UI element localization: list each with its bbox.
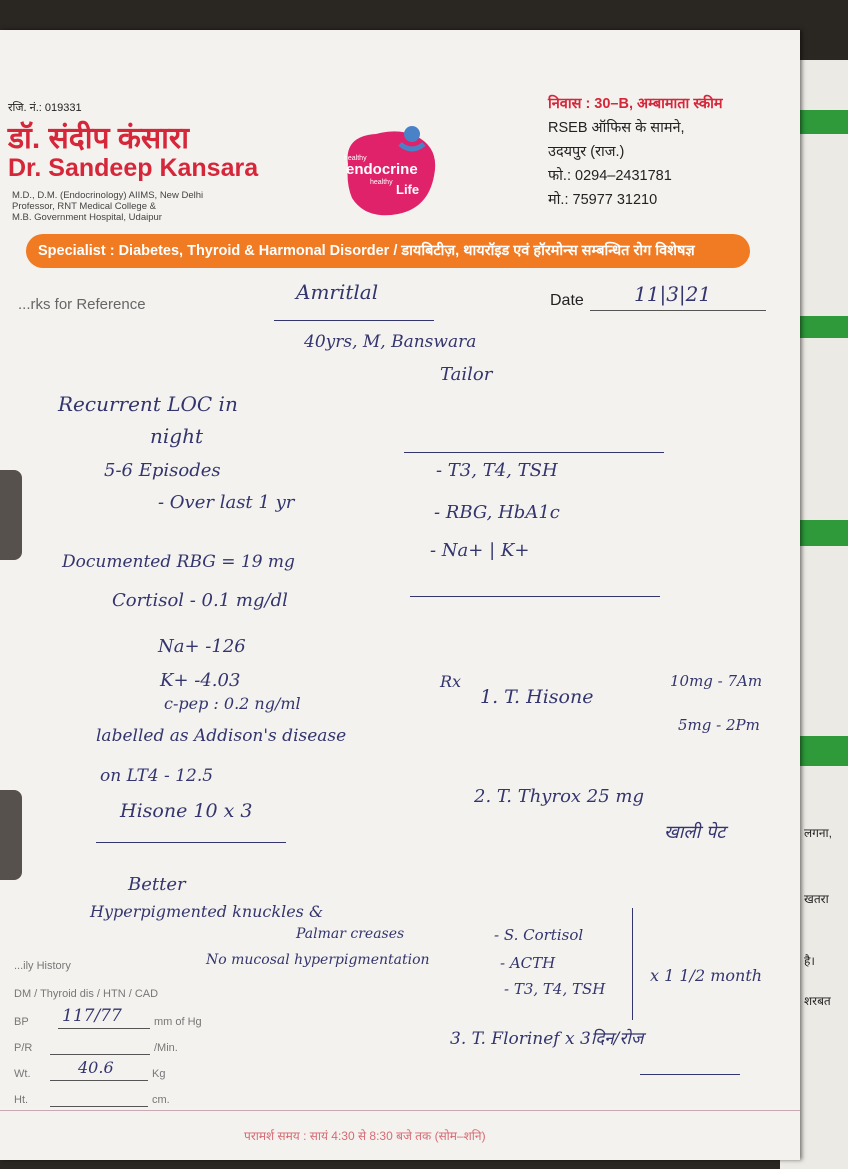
pr-label: P/R (14, 1042, 33, 1054)
rx-item: 2. T. Thyrox 25 mg (474, 786, 644, 807)
followup-test: - ACTH (500, 954, 556, 972)
divider (632, 908, 633, 1020)
green-stripe (800, 736, 848, 766)
endocrine-logo (336, 124, 444, 224)
registration-number: रजि. नं.: 019331 (8, 102, 82, 114)
consultation-timing: परामर्श समय : सायं 4:30 से 8:30 बजे तक (सोम–शनि) (244, 1129, 486, 1143)
underline (96, 842, 286, 843)
patient-occupation: Tailor (440, 364, 493, 385)
svg-text:endocrine: endocrine (346, 161, 418, 178)
lab-value: K+ -4.03 (160, 670, 241, 691)
binder-hole (0, 790, 22, 880)
credentials: M.D., D.M. (Endocrinology) AIIMS, New Delhi Professor, RNT Medical College & M.B. Government Hospital, Udaipur (12, 190, 204, 223)
bp-unit: mm of Hg (154, 1016, 202, 1028)
history-note: on LT4 - 12.5 (100, 766, 214, 786)
underline (640, 1074, 740, 1075)
date-value: 11|3|21 (634, 282, 712, 306)
specialist-banner: Specialist : Diabetes, Thyroid & Harmonal Disorder / डायबिटीज़, थायरॉइड एवं हॉरमोन्स सम्बन्धित रोग विशेषज्ञ (26, 234, 750, 268)
bp-label: BP (14, 1016, 29, 1028)
examination-note: Palmar creases (296, 926, 405, 942)
bp-line (58, 1028, 150, 1029)
rx-dose: 5mg - 2Pm (678, 716, 760, 734)
svg-text:Life: Life (396, 182, 420, 197)
history-note: Recurrent LOC in (58, 392, 238, 416)
history-note: Hisone 10 x 3 (120, 800, 253, 822)
examination-note: No mucosal hyperpigmentation (206, 952, 430, 968)
followup-test: - T3, T4, TSH (504, 980, 606, 998)
investigation-item: - RBG, HbA1c (434, 502, 560, 523)
pr-line (50, 1054, 150, 1055)
followup-test: - S. Cortisol (494, 926, 584, 944)
footer (0, 1110, 800, 1160)
rx-instruction: खाली पेट (664, 822, 726, 843)
history-note: - Over last 1 yr (158, 492, 295, 513)
rx-item: 1. T. Hisone (480, 686, 594, 708)
date-line (590, 310, 766, 311)
bp-value: 117/77 (62, 1006, 122, 1026)
remarks-label: ...rks for Reference (18, 296, 146, 313)
rx-symbol: Rx (440, 672, 462, 691)
green-stripe (800, 316, 848, 338)
pr-unit: /Min. (154, 1042, 178, 1054)
wt-value: 40.6 (78, 1058, 114, 1077)
green-stripe (800, 520, 848, 546)
lab-value: c-pep : 0.2 ng/ml (164, 694, 301, 713)
doctor-name-hindi: डॉ. संदीप कंसारा (8, 122, 189, 155)
investigation-item: - Na+ | K+ (430, 540, 530, 561)
edge-text: लगना, (804, 826, 832, 840)
ht-unit: cm. (152, 1094, 170, 1106)
date-label: Date (550, 292, 584, 309)
address-block: निवास : 30–B, अम्बामाता स्कीम RSEB ऑफिस के सामने, उदयपुर (राज.) फो.: 0294–2431781 मो.: 75977 31210 (548, 96, 723, 208)
history-note: night (150, 424, 203, 448)
edge-text: खतरा (804, 892, 829, 906)
family-history-label: ...ily History (14, 960, 71, 972)
underline (410, 596, 660, 597)
patient-name: Amritlal (296, 280, 379, 304)
prescription-page (0, 30, 800, 1160)
ht-line (50, 1106, 148, 1107)
rx-item: 3. T. Florinef x 3दिन/रोज (450, 1029, 644, 1049)
svg-text:healthy: healthy (344, 155, 367, 162)
lab-value: Na+ -126 (158, 636, 246, 657)
patient-details: 40yrs, M, Banswara (304, 332, 477, 352)
history-note: 5-6 Episodes (104, 460, 221, 481)
wt-line (50, 1080, 148, 1081)
green-stripe (800, 110, 848, 134)
history-note: Documented RBG = 19 mg (62, 552, 295, 572)
investigation-item: - T3, T4, TSH (436, 460, 558, 481)
rx-dose: 10mg - 7Am (670, 672, 763, 690)
doctor-name-english: Dr. Sandeep Kansara (8, 154, 259, 182)
svg-text:healthy: healthy (370, 179, 393, 186)
ht-label: Ht. (14, 1094, 29, 1106)
binder-hole (0, 470, 22, 560)
history-note: labelled as Addison's disease (96, 726, 347, 746)
edge-text: शरबत (804, 994, 831, 1008)
wt-label: Wt. (14, 1068, 31, 1080)
examination-note: Hyperpigmented knuckles & (90, 902, 324, 921)
edge-text: है। (804, 954, 815, 968)
history-note: Better (128, 874, 186, 895)
underline (404, 452, 664, 453)
followup-review: x 1 1/2 month (650, 966, 763, 985)
wt-unit: Kg (152, 1068, 166, 1080)
family-history-items: DM / Thyroid dis / HTN / CAD (14, 988, 159, 1000)
history-note: Cortisol - 0.1 mg/dl (112, 590, 288, 611)
underline (274, 320, 434, 321)
